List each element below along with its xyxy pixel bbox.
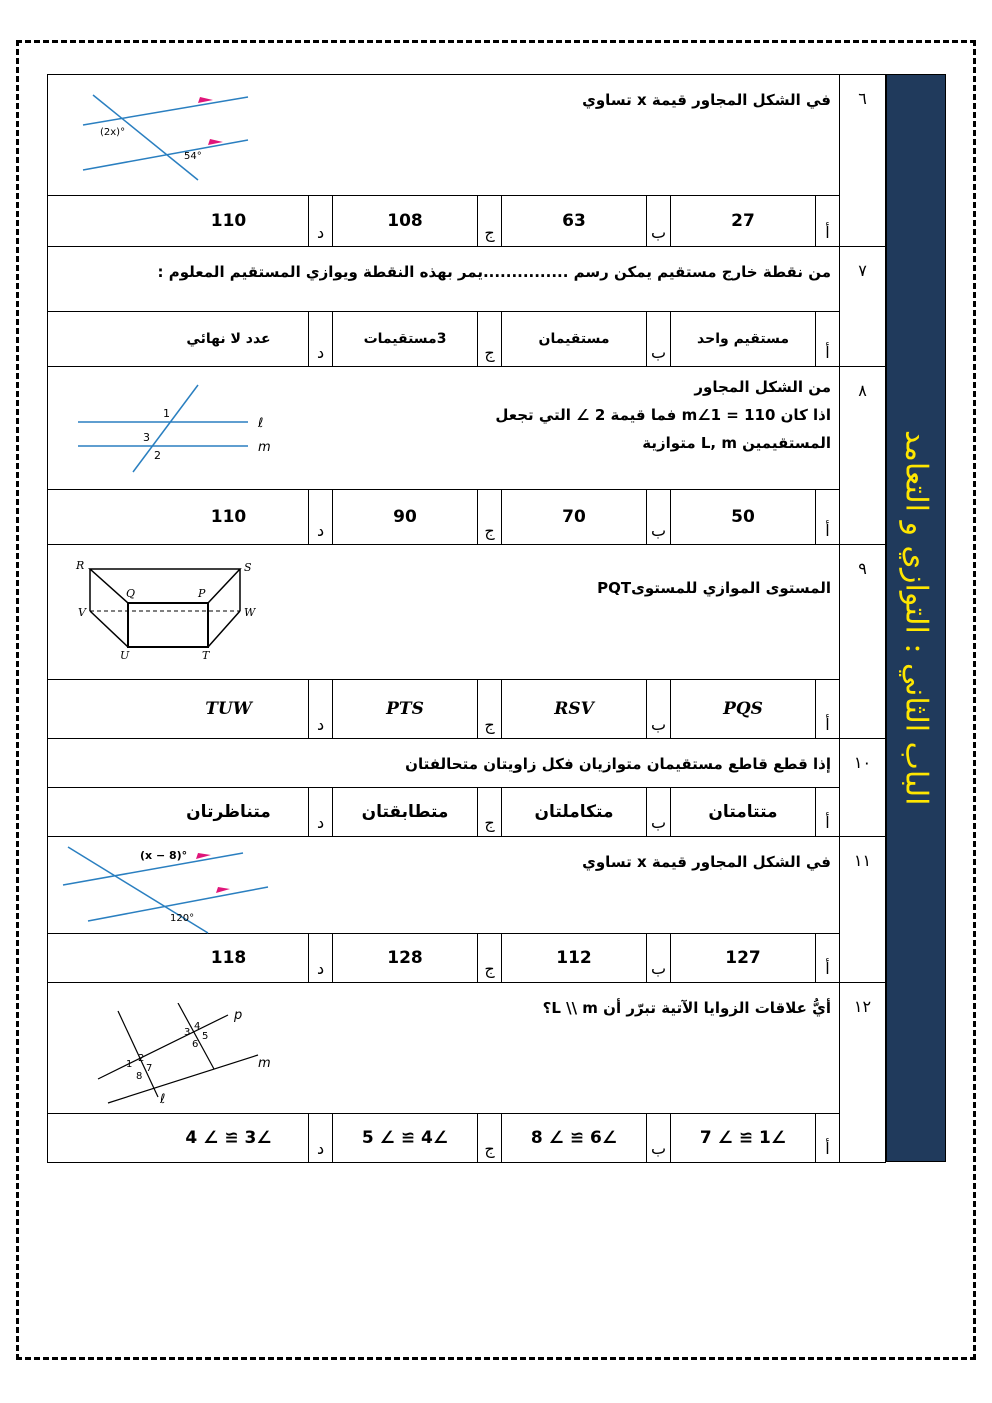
question-line-2: اذا كان m∠1 = 110 فما قيمة 2 ∠ التي تجعل [495,406,831,424]
question-9 [47,545,886,739]
option-letter: أ [815,934,839,982]
line-l-label: ℓ [258,416,264,431]
option-letter: أ [815,1114,839,1162]
question-text: في الشكل المجاور قيمة x تساوي [582,853,831,871]
option-letter: د [308,1114,332,1162]
question-text: من نقطة خارج مستقيم يمكن رسم ...............يمر بهذه النقطة ويوازي المستقيم المعلوم : [157,263,831,281]
option-letter: أ [815,312,839,366]
option-letter: أ [815,680,839,738]
option-value[interactable]: 118 [210,948,247,968]
angle-label-2x: (2x)° [100,127,126,138]
chapter-sidebar [886,74,946,1162]
option-value[interactable]: مستقيمان [501,312,646,366]
question-text: إذا قطع قاطع مستقيمان متوازيان فكل زاويتان متحالفتان [405,755,831,773]
angle-2: 2 [154,449,161,462]
option-value[interactable]: 27 [670,196,815,246]
line-m-label: m [258,1056,271,1071]
option-letter: ب [646,934,670,982]
question-text: المستوى الموازي للمستوىPQT [597,579,831,597]
option-value[interactable]: 128 [332,934,477,982]
question-10 [47,739,886,837]
option-value[interactable]: 108 [332,196,477,246]
question-6 [47,74,886,247]
option-letter: ج [477,196,501,246]
option-value[interactable]: 110 [210,211,247,231]
angle-4: 4 [194,1021,201,1032]
option-letter: ج [477,680,501,738]
option-letter: ب [646,1114,670,1162]
option-value[interactable]: متناظرتان [186,802,271,822]
option-letter: ج [477,934,501,982]
angle-label-54: 54° [184,151,202,162]
figure-two-transversals [48,983,288,1113]
question-11 [47,837,886,983]
option-value[interactable]: RSV [501,680,646,738]
question-number: ٦ [839,75,885,246]
angle-8: 8 [136,1071,143,1082]
question-text: أيُّ علاقات الزوايا الآتية تبرّر أن L \\ m؟ [542,999,831,1017]
angle-1: 1 [126,1059,133,1070]
option-value[interactable]: مستقيم واحد [670,312,815,366]
option-value[interactable]: PTS [332,680,477,738]
option-letter: ج [477,1114,501,1162]
question-number: ١٠ [839,739,885,836]
option-value[interactable]: PQS [670,680,815,738]
question-number: ٧ [839,247,885,366]
option-letter: د [308,934,332,982]
question-line-3: المستقيمين L, m متوازية [642,434,831,452]
option-letter: د [308,788,332,836]
option-letter: ج [477,490,501,544]
vertex-P: P [198,587,206,600]
option-value[interactable]: 112 [501,934,646,982]
option-value[interactable]: ∠4 ≅ ∠ 5 [332,1114,477,1162]
option-letter: ج [477,312,501,366]
question-number: ٨ [839,367,885,544]
option-letter: ب [646,196,670,246]
option-value[interactable]: 50 [670,490,815,544]
option-letter: أ [815,490,839,544]
vertex-U: U [120,649,130,662]
option-letter: أ [815,196,839,246]
option-letter: ج [477,788,501,836]
option-letter: د [308,680,332,738]
questions-table [47,74,886,1163]
question-12 [47,983,886,1163]
option-value[interactable]: ∠6 ≅ ∠ 8 [501,1114,646,1162]
option-letter: ب [646,788,670,836]
option-value[interactable]: 90 [332,490,477,544]
line-m-label: m [258,440,271,455]
option-letter: د [308,312,332,366]
angle-1: 1 [163,407,170,420]
question-number: ١١ [839,837,885,982]
option-value[interactable]: 70 [501,490,646,544]
option-value[interactable]: ∠3 ≅ ∠ 4 [185,1128,272,1148]
figure-prism [48,545,288,679]
option-value[interactable]: TUW [205,699,252,719]
line-l-label: ℓ [160,1092,166,1107]
option-letter: ب [646,312,670,366]
angle-3: 3 [184,1027,191,1038]
angle-label-x-8: (x − 8)° [140,849,188,862]
option-value[interactable]: متطابقتان [332,788,477,836]
angle-3: 3 [143,431,150,444]
option-value[interactable]: ∠1 ≅ ∠ 7 [670,1114,815,1162]
angle-label-120: 120° [170,913,195,924]
vertex-V: V [78,606,86,619]
angle-5: 5 [202,1031,209,1042]
option-value[interactable]: 3مستقيمات [332,312,477,366]
option-value[interactable]: عدد لا نهائي [186,331,271,347]
angle-6: 6 [192,1039,199,1050]
option-letter: د [308,196,332,246]
vertex-T: T [202,649,210,662]
question-text: في الشكل المجاور قيمة x تساوي [582,91,831,109]
angle-7: 7 [146,1063,153,1074]
option-value[interactable]: 63 [501,196,646,246]
vertex-R: R [76,559,85,572]
question-line-1: من الشكل المجاور [694,378,831,396]
vertex-Q: Q [126,587,136,600]
figure-transversal [48,367,288,489]
option-value[interactable]: 127 [670,934,815,982]
angle-2: 2 [138,1053,145,1064]
chapter-title: الباب الثاني : التوازي و التعامد [898,430,934,806]
option-letter: ب [646,680,670,738]
option-value[interactable]: متتامتان [670,788,815,836]
question-number: ٩ [839,545,885,738]
question-7 [47,247,886,367]
option-value[interactable]: متكاملتان [501,788,646,836]
option-letter: أ [815,788,839,836]
figure-parallel-lines-2 [48,837,288,933]
option-value[interactable]: 110 [210,507,247,527]
line-p-label: p [234,1008,243,1023]
figure-parallel-lines [48,75,288,195]
option-letter: ب [646,490,670,544]
question-number: ١٢ [839,983,885,1162]
vertex-S: S [244,561,252,574]
option-letter: د [308,490,332,544]
vertex-W: W [244,606,256,619]
question-8 [47,367,886,545]
